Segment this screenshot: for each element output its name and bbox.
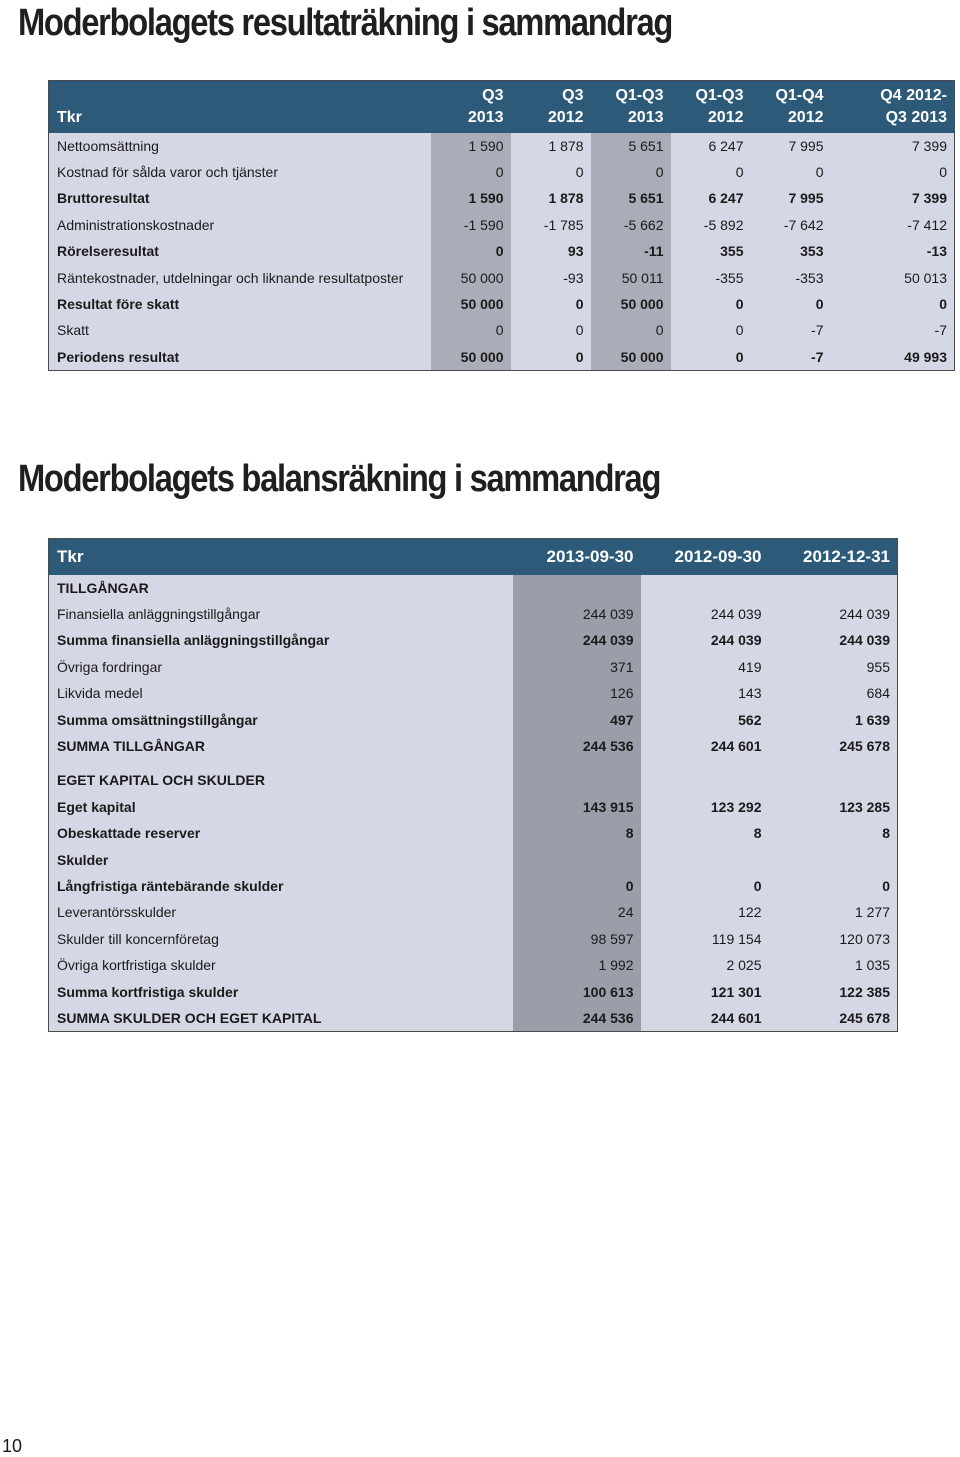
row-label: Skulder till koncernföretag bbox=[49, 926, 513, 952]
table-row bbox=[49, 264, 955, 290]
value-cell: 245 678 bbox=[769, 1005, 898, 1032]
value-cell: 244 536 bbox=[513, 1005, 641, 1032]
section-row bbox=[49, 575, 898, 601]
value-cell: 50 011 bbox=[591, 264, 671, 290]
row-label: Periodens resultat bbox=[49, 344, 431, 371]
row-label: Övriga fordringar bbox=[49, 654, 513, 680]
value-cell: 2 025 bbox=[641, 952, 769, 978]
value-cell: 244 039 bbox=[769, 601, 898, 627]
empty-cell bbox=[769, 575, 898, 601]
value-cell: 245 678 bbox=[769, 733, 898, 759]
value-cell: 123 292 bbox=[641, 794, 769, 820]
balance-sheet-table bbox=[48, 538, 898, 1032]
value-cell: 1 590 bbox=[431, 185, 511, 211]
value-cell: 0 bbox=[511, 291, 591, 317]
table-row bbox=[49, 627, 898, 653]
value-cell: 1 590 bbox=[431, 133, 511, 159]
value-cell: 100 613 bbox=[513, 978, 641, 1004]
row-label: Resultat före skatt bbox=[49, 291, 431, 317]
value-cell: 0 bbox=[671, 291, 751, 317]
value-cell: 0 bbox=[671, 159, 751, 185]
value-cell: -5 892 bbox=[671, 212, 751, 238]
table-row bbox=[49, 978, 898, 1004]
value-cell: 1 035 bbox=[769, 952, 898, 978]
balance-sheet-title: Moderbolagets balansräkning i sammandrag bbox=[18, 458, 661, 500]
row-label: Bruttoresultat bbox=[49, 185, 431, 211]
value-cell: 50 000 bbox=[591, 291, 671, 317]
value-cell: 98 597 bbox=[513, 926, 641, 952]
value-cell: 353 bbox=[751, 238, 831, 264]
table-row bbox=[49, 733, 898, 759]
row-label: Summa omsättningstillgångar bbox=[49, 706, 513, 732]
value-cell: 7 399 bbox=[831, 185, 955, 211]
value-cell: 955 bbox=[769, 654, 898, 680]
row-label: Långfristiga räntebärande skulder bbox=[49, 873, 513, 899]
value-cell: 120 073 bbox=[769, 926, 898, 952]
spacer-cell bbox=[641, 759, 769, 767]
value-cell: -353 bbox=[751, 264, 831, 290]
spacer-cell bbox=[49, 759, 513, 767]
value-cell: 0 bbox=[769, 873, 898, 899]
value-cell: 0 bbox=[831, 159, 955, 185]
value-cell: 562 bbox=[641, 706, 769, 732]
value-cell: 5 651 bbox=[591, 185, 671, 211]
table-row bbox=[49, 794, 898, 820]
column-header: 2013-09-30 bbox=[513, 539, 641, 575]
value-cell: 1 639 bbox=[769, 706, 898, 732]
spacer-cell bbox=[513, 759, 641, 767]
income-statement-header-row bbox=[49, 81, 955, 133]
row-label: Finansiella anläggningstillgångar bbox=[49, 601, 513, 627]
value-cell: 143 915 bbox=[513, 794, 641, 820]
value-cell: 0 bbox=[431, 159, 511, 185]
row-label: SUMMA SKULDER OCH EGET KAPITAL bbox=[49, 1005, 513, 1032]
tkr-header: Tkr bbox=[49, 539, 513, 575]
value-cell: 0 bbox=[591, 317, 671, 343]
value-cell: 121 301 bbox=[641, 978, 769, 1004]
value-cell: 24 bbox=[513, 899, 641, 925]
table-row bbox=[49, 344, 955, 371]
row-label: Nettoomsättning bbox=[49, 133, 431, 159]
table-row bbox=[49, 680, 898, 706]
value-cell: 7 399 bbox=[831, 133, 955, 159]
empty-cell bbox=[769, 846, 898, 872]
row-label: Leverantörsskulder bbox=[49, 899, 513, 925]
row-label: SUMMA TILLGÅNGAR bbox=[49, 733, 513, 759]
value-cell: 7 995 bbox=[751, 133, 831, 159]
table-row bbox=[49, 1005, 898, 1032]
spacer-row bbox=[49, 759, 898, 767]
table-row bbox=[49, 899, 898, 925]
value-cell: 244 039 bbox=[641, 627, 769, 653]
value-cell: 244 039 bbox=[513, 627, 641, 653]
table-row bbox=[49, 706, 898, 732]
value-cell: 123 285 bbox=[769, 794, 898, 820]
value-cell: 244 039 bbox=[513, 601, 641, 627]
value-cell: 6 247 bbox=[671, 133, 751, 159]
value-cell: 0 bbox=[513, 873, 641, 899]
value-cell: -11 bbox=[591, 238, 671, 264]
value-cell: 50 000 bbox=[591, 344, 671, 371]
value-cell: 0 bbox=[641, 873, 769, 899]
income-statement-title: Moderbolagets resultaträkning i sammandrag bbox=[18, 2, 673, 44]
empty-cell bbox=[513, 767, 641, 793]
value-cell: 93 bbox=[511, 238, 591, 264]
row-label: Rörelseresultat bbox=[49, 238, 431, 264]
spacer-cell bbox=[769, 759, 898, 767]
row-label: Obeskattade reserver bbox=[49, 820, 513, 846]
value-cell: 119 154 bbox=[641, 926, 769, 952]
value-cell: 0 bbox=[511, 344, 591, 371]
balance-sheet-header-row bbox=[49, 539, 898, 575]
column-header: 2012-09-30 bbox=[641, 539, 769, 575]
value-cell: -1 590 bbox=[431, 212, 511, 238]
empty-cell bbox=[641, 575, 769, 601]
column-header: Q3 2012 bbox=[511, 81, 591, 133]
value-cell: 0 bbox=[671, 344, 751, 371]
empty-cell bbox=[641, 767, 769, 793]
column-header: Q1-Q3 2012 bbox=[671, 81, 751, 133]
table-row bbox=[49, 654, 898, 680]
page-number: 10 bbox=[2, 1436, 23, 1456]
value-cell: -7 bbox=[831, 317, 955, 343]
table-row bbox=[49, 133, 955, 159]
value-cell: 0 bbox=[511, 317, 591, 343]
value-cell: 244 536 bbox=[513, 733, 641, 759]
column-header: Q3 2013 bbox=[431, 81, 511, 133]
table-row bbox=[49, 873, 898, 899]
value-cell: 50 013 bbox=[831, 264, 955, 290]
table-row bbox=[49, 212, 955, 238]
empty-cell bbox=[513, 846, 641, 872]
section-label: Skulder bbox=[49, 846, 513, 872]
empty-cell bbox=[769, 767, 898, 793]
value-cell: 244 039 bbox=[641, 601, 769, 627]
value-cell: -7 642 bbox=[751, 212, 831, 238]
value-cell: -7 412 bbox=[831, 212, 955, 238]
value-cell: 0 bbox=[831, 291, 955, 317]
value-cell: -1 785 bbox=[511, 212, 591, 238]
table-row bbox=[49, 952, 898, 978]
table-row bbox=[49, 317, 955, 343]
value-cell: 244 601 bbox=[641, 733, 769, 759]
column-header: Q1-Q4 2012 bbox=[751, 81, 831, 133]
row-label: Likvida medel bbox=[49, 680, 513, 706]
value-cell: -7 bbox=[751, 317, 831, 343]
value-cell: 684 bbox=[769, 680, 898, 706]
value-cell: 50 000 bbox=[431, 264, 511, 290]
section-row bbox=[49, 846, 898, 872]
value-cell: 497 bbox=[513, 706, 641, 732]
value-cell: 8 bbox=[513, 820, 641, 846]
value-cell: 0 bbox=[751, 159, 831, 185]
value-cell: 50 000 bbox=[431, 291, 511, 317]
table-row bbox=[49, 185, 955, 211]
value-cell: -13 bbox=[831, 238, 955, 264]
value-cell: 371 bbox=[513, 654, 641, 680]
value-cell: 143 bbox=[641, 680, 769, 706]
value-cell: 244 601 bbox=[641, 1005, 769, 1032]
value-cell: 8 bbox=[641, 820, 769, 846]
column-header: 2012-12-31 bbox=[769, 539, 898, 575]
value-cell: 0 bbox=[511, 159, 591, 185]
column-header: Q4 2012- Q3 2013 bbox=[831, 81, 955, 133]
value-cell: 1 277 bbox=[769, 899, 898, 925]
value-cell: -5 662 bbox=[591, 212, 671, 238]
value-cell: 50 000 bbox=[431, 344, 511, 371]
income-statement-table bbox=[48, 80, 955, 371]
section-row bbox=[49, 767, 898, 793]
column-header: Q1-Q3 2013 bbox=[591, 81, 671, 133]
value-cell: 355 bbox=[671, 238, 751, 264]
value-cell: 1 878 bbox=[511, 185, 591, 211]
row-label: Övriga kortfristiga skulder bbox=[49, 952, 513, 978]
table-row bbox=[49, 820, 898, 846]
value-cell: 0 bbox=[431, 317, 511, 343]
value-cell: 1 992 bbox=[513, 952, 641, 978]
table-row bbox=[49, 291, 955, 317]
empty-cell bbox=[513, 575, 641, 601]
value-cell: 122 385 bbox=[769, 978, 898, 1004]
table-row bbox=[49, 238, 955, 264]
value-cell: 126 bbox=[513, 680, 641, 706]
row-label: Kostnad för sålda varor och tjänster bbox=[49, 159, 431, 185]
value-cell: 5 651 bbox=[591, 133, 671, 159]
value-cell: -355 bbox=[671, 264, 751, 290]
section-label: TILLGÅNGAR bbox=[49, 575, 513, 601]
value-cell: 0 bbox=[591, 159, 671, 185]
row-label: Administrationskostnader bbox=[49, 212, 431, 238]
value-cell: -93 bbox=[511, 264, 591, 290]
value-cell: 7 995 bbox=[751, 185, 831, 211]
empty-cell bbox=[641, 846, 769, 872]
value-cell: 419 bbox=[641, 654, 769, 680]
table-row bbox=[49, 926, 898, 952]
value-cell: 0 bbox=[431, 238, 511, 264]
value-cell: 8 bbox=[769, 820, 898, 846]
section-label: EGET KAPITAL OCH SKULDER bbox=[49, 767, 513, 793]
row-label: Summa finansiella anläggningstillgångar bbox=[49, 627, 513, 653]
tkr-header: Tkr bbox=[49, 81, 431, 133]
table-row bbox=[49, 159, 955, 185]
value-cell: 122 bbox=[641, 899, 769, 925]
row-label: Räntekostnader, utdelningar och liknande resultatposter bbox=[49, 264, 431, 290]
table-row bbox=[49, 601, 898, 627]
value-cell: 6 247 bbox=[671, 185, 751, 211]
row-label: Summa kortfristiga skulder bbox=[49, 978, 513, 1004]
value-cell: 244 039 bbox=[769, 627, 898, 653]
value-cell: 0 bbox=[751, 291, 831, 317]
value-cell: 49 993 bbox=[831, 344, 955, 371]
value-cell: 1 878 bbox=[511, 133, 591, 159]
value-cell: -7 bbox=[751, 344, 831, 371]
row-label: Eget kapital bbox=[49, 794, 513, 820]
value-cell: 0 bbox=[671, 317, 751, 343]
row-label: Skatt bbox=[49, 317, 431, 343]
